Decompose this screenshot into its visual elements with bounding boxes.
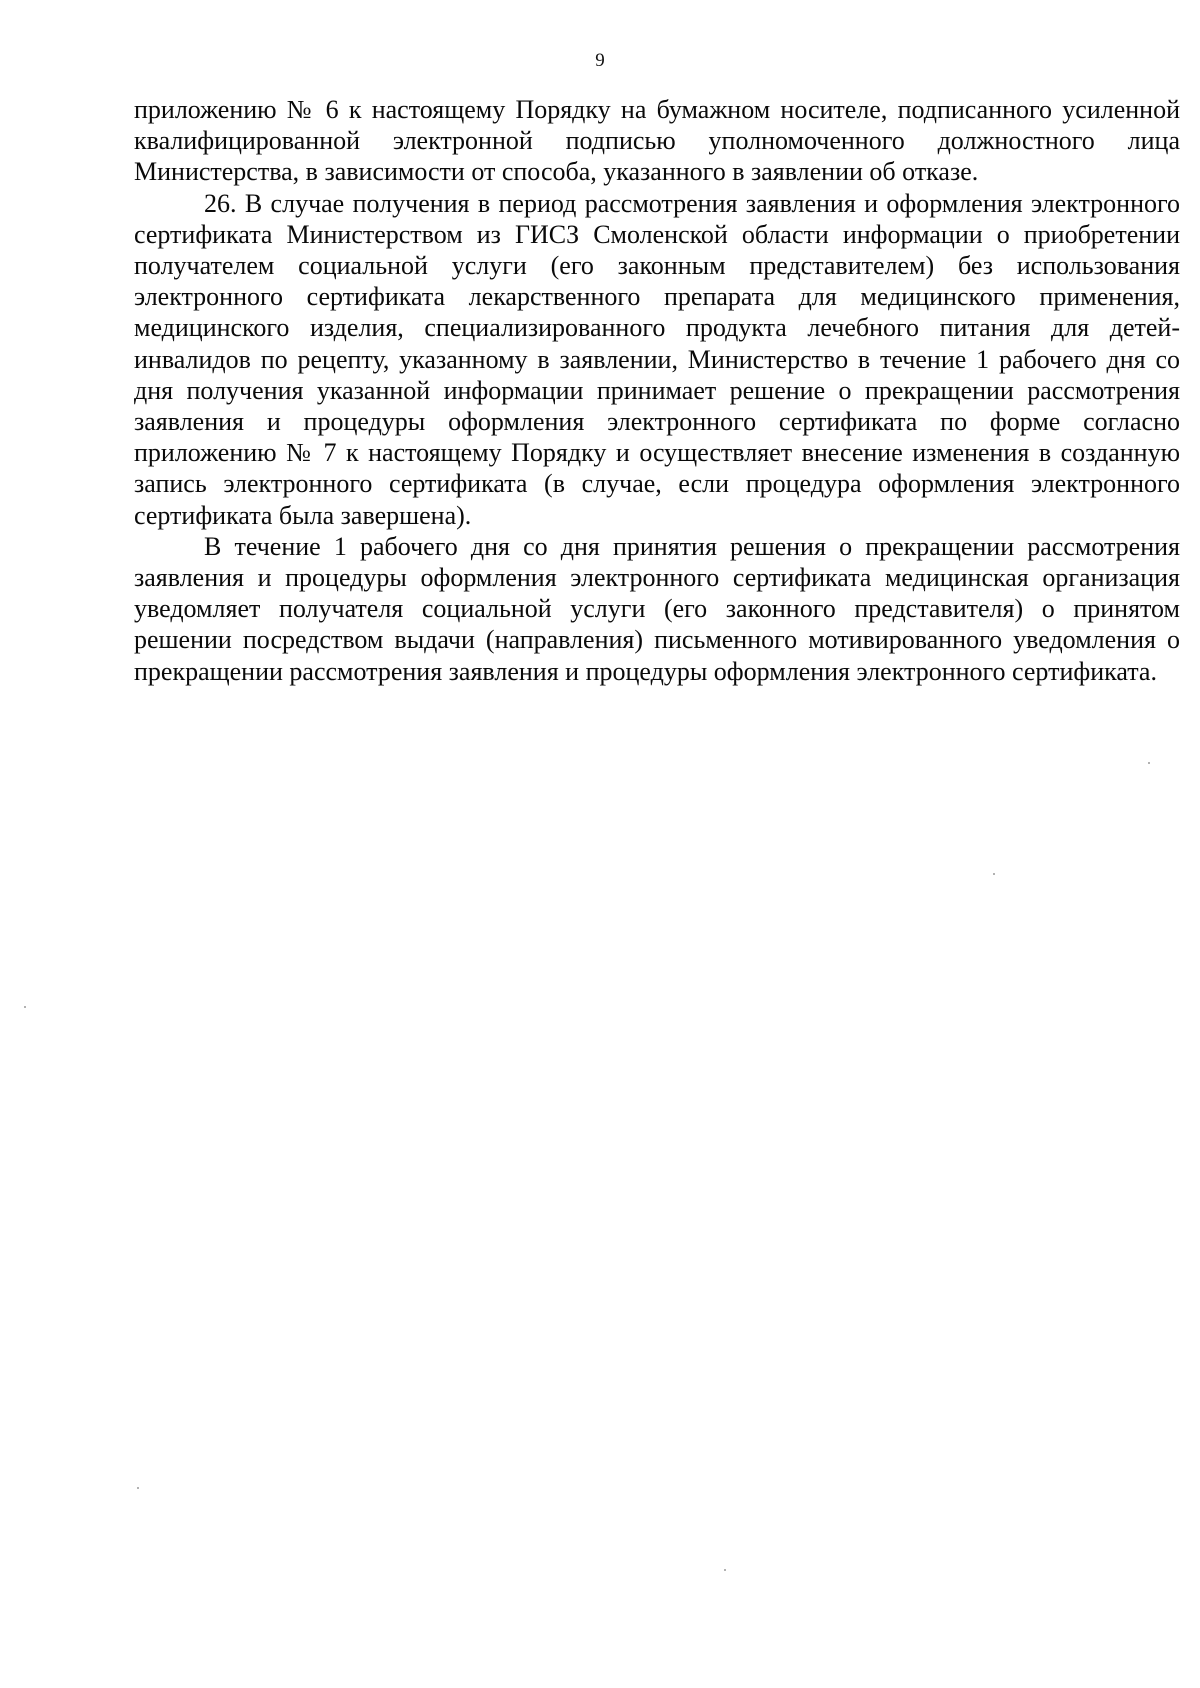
scan-speck [993, 873, 995, 875]
document-body [134, 94, 1180, 687]
scan-speck [724, 1569, 726, 1571]
scan-speck [1148, 762, 1150, 764]
page-number: 9 [595, 50, 605, 71]
scan-speck [137, 1487, 139, 1489]
paragraph-notification: В течение 1 рабочего дня со дня принятия решения о прекращении рассмотрения заявления и процедуры оформления электронного сертификата медицинская организация уведомляет получателя социальной услуги (его законного представителя) о принятом решении посредством выдачи (направления) письменного мотивированного уведомления о прекращении рассмотрения заявления и процедуры оформления электронного сертификата. [134, 531, 1180, 686]
paragraph-item-26: 26. В случае получения в период рассмотрения заявления и оформления электронного сертификата Министерством из ГИСЗ Смоленской области информации о приобретении получателем социальной услуги (его законным представителем) без использования электронного сертификата лекарственного препарата для медицинского применения, медицинского изделия, специализированного продукта лечебного питания для детей-инвалидов по рецепту, указанному в заявлении, Министерство в течение 1 рабочего дня со дня получения указанной информации принимает решение о прекращении рассмотрения заявления и процедуры оформления электронного сертификата по форме согласно приложению № 7 к настоящему Порядку и осуществляет внесение изменения в созданную запись электронного сертификата (в случае, если процедура оформления электронного сертификата была завершена). [134, 188, 1180, 530]
scan-speck [24, 1006, 26, 1008]
paragraph-continuation: приложению № 6 к настоящему Порядку на бумажном носителе, подписанного усиленной квалифицированной электронной подписью уполномоченного должностного лица Министерства, в зависимости от способа, указанного в заявлении об отказе. [134, 95, 1180, 187]
